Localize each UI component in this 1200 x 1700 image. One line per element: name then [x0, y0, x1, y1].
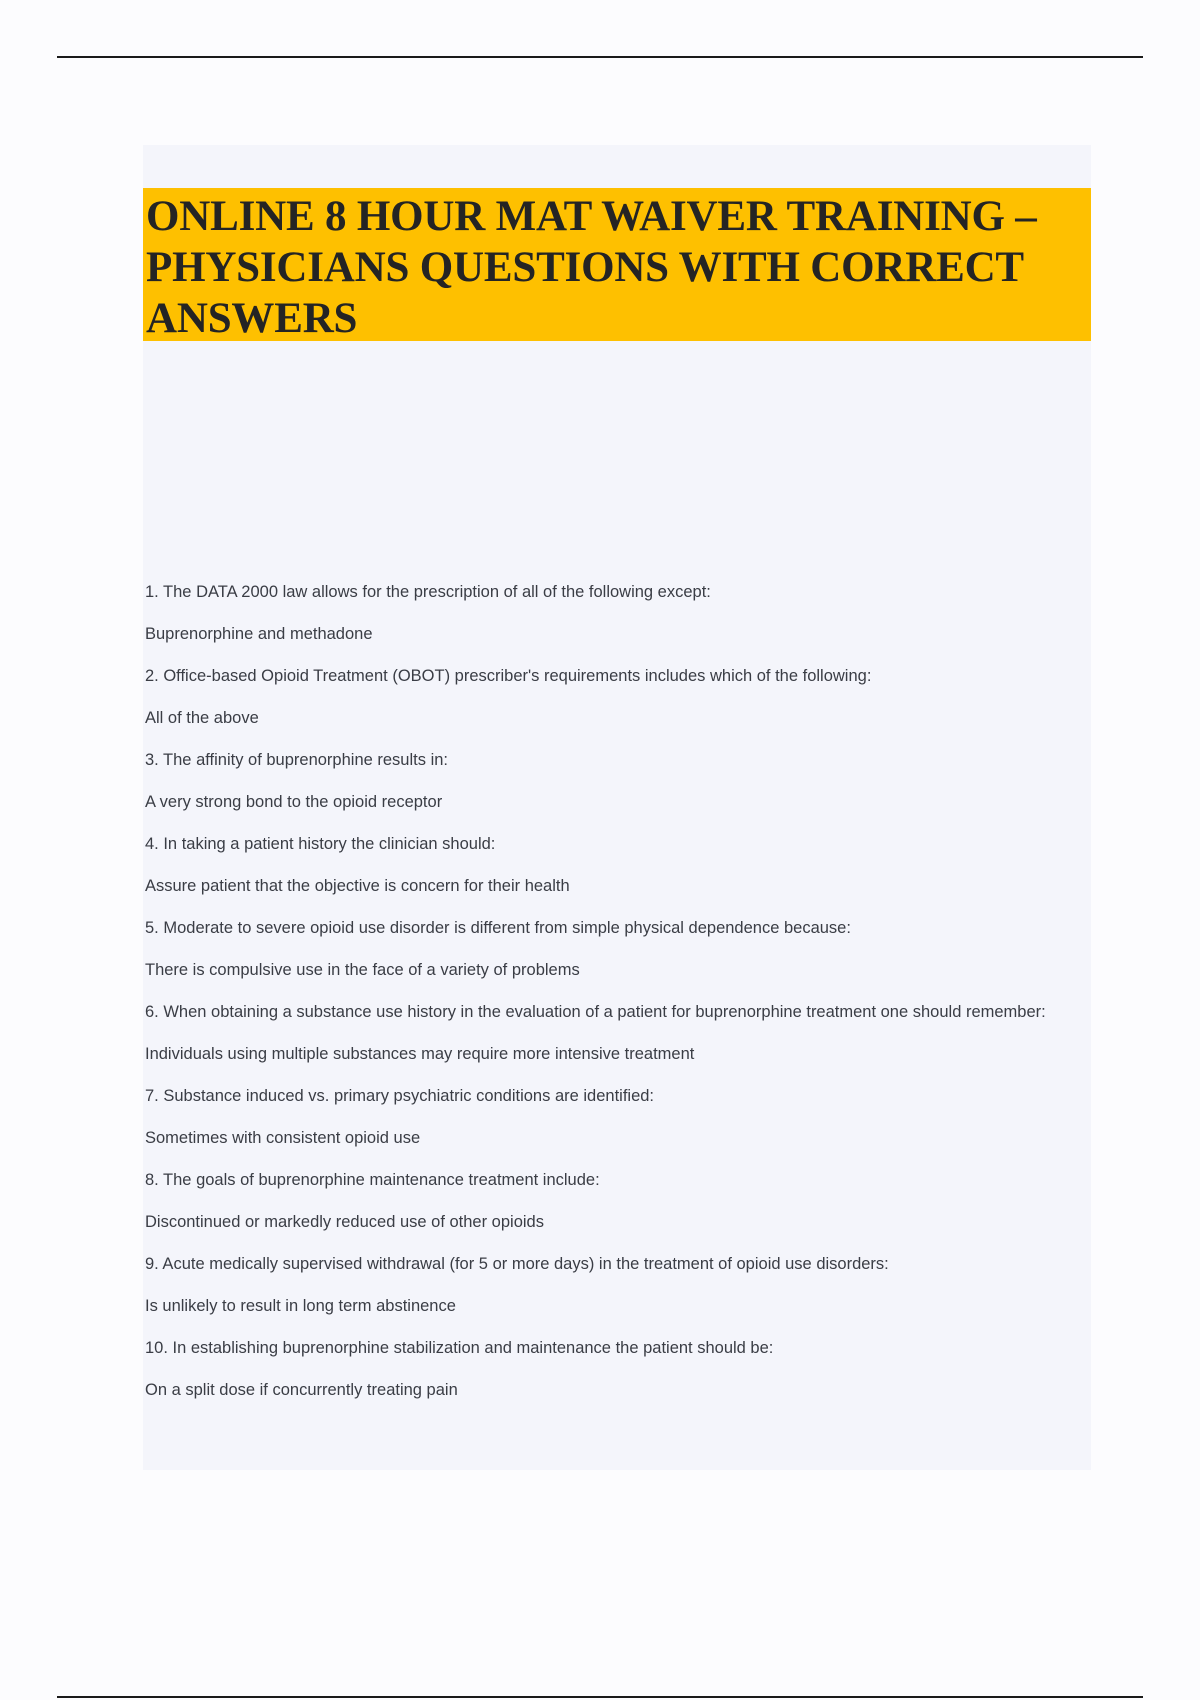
document-content: [143, 145, 1091, 1470]
question-text: 4. In taking a patient history the clinician should:: [145, 835, 496, 853]
answer-text: Assure patient that the objective is concern for their health: [145, 877, 570, 895]
qa-item: [145, 750, 1075, 812]
answer-text: Individuals using multiple substances may require more intensive treatment: [145, 1045, 695, 1063]
qa-item: [145, 1170, 1075, 1232]
answer-text: Discontinued or markedly reduced use of other opioids: [145, 1213, 544, 1231]
question-text: 2. Office-based Opioid Treatment (OBOT) prescriber's requirements includes which of the following:: [145, 667, 872, 685]
bottom-divider: [57, 1696, 1143, 1698]
document-title: ONLINE 8 HOUR MAT WAIVER TRAINING – PHYSICIANS QUESTIONS WITH CORRECT ANSWERS: [146, 193, 1037, 342]
question-text: 5. Moderate to severe opioid use disorder is different from simple physical dependence because:: [145, 919, 851, 937]
top-divider: [57, 56, 1143, 58]
question-text: 10. In establishing buprenorphine stabilization and maintenance the patient should be:: [145, 1339, 774, 1357]
answer-text: There is compulsive use in the face of a variety of problems: [145, 961, 580, 979]
qa-item: [145, 1086, 1075, 1148]
answer-text: Buprenorphine and methadone: [145, 625, 373, 643]
answer-text: Sometimes with consistent opioid use: [145, 1129, 421, 1147]
qa-item: [145, 834, 1075, 896]
qa-item: [145, 1338, 1075, 1400]
qa-item: [145, 918, 1075, 980]
question-text: 6. When obtaining a substance use history in the evaluation of a patient for buprenorphine treatment one should remember:: [145, 1003, 1046, 1021]
title-banner: [143, 188, 1091, 341]
qa-item: [145, 992, 1075, 1064]
answer-text: All of the above: [145, 709, 259, 727]
question-text: 9. Acute medically supervised withdrawal (for 5 or more days) in the treatment of opioid use disorders:: [145, 1255, 889, 1273]
answer-text: On a split dose if concurrently treating pain: [145, 1381, 458, 1399]
answer-text: A very strong bond to the opioid receptor: [145, 793, 443, 811]
answer-text: Is unlikely to result in long term abstinence: [145, 1297, 456, 1315]
qa-item: [145, 582, 1075, 644]
qa-item: [145, 666, 1075, 728]
qa-list: [145, 582, 1075, 1422]
qa-item: [145, 1254, 1075, 1316]
question-text: 1. The DATA 2000 law allows for the prescription of all of the following except:: [145, 583, 711, 601]
question-text: 7. Substance induced vs. primary psychiatric conditions are identified:: [145, 1087, 655, 1105]
question-text: 8. The goals of buprenorphine maintenance treatment include:: [145, 1171, 600, 1189]
question-text: 3. The affinity of buprenorphine results in:: [145, 751, 448, 769]
